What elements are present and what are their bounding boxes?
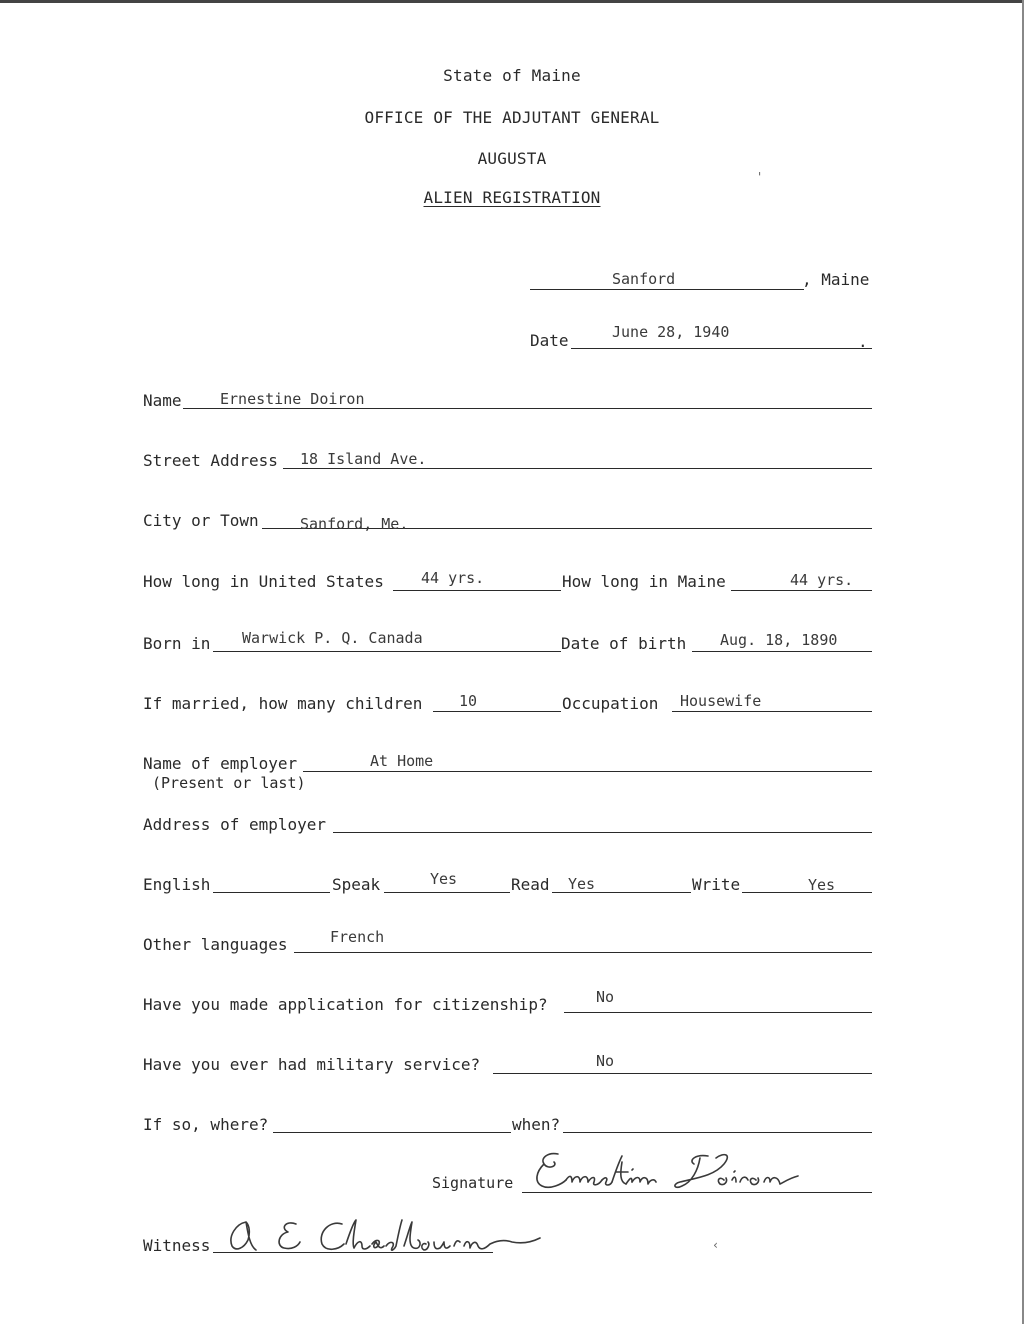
name-line [183,408,872,409]
other-languages-label: Other languages [143,935,288,954]
signature-handwriting [528,1146,828,1200]
write-value: Yes [808,876,836,894]
employer-line [303,771,872,772]
citizenship-label: Have you made application for citizenship? [143,995,548,1014]
children-value: 10 [459,692,478,710]
header-office: OFFICE OF THE ADJUTANT GENERAL [364,108,660,127]
other-languages-value: French [330,928,385,946]
employer-label: Name of employer [143,754,298,773]
street-line [283,468,872,469]
date-label: Date [530,331,569,350]
read-label: Read [511,875,550,894]
maine-years-value: 44 yrs. [790,571,854,589]
citizenship-value: No [596,988,615,1006]
employer-value: At Home [370,752,434,770]
speak-value: Yes [430,870,458,888]
english-line [213,892,330,893]
write-line [742,892,872,893]
employer-sublabel: (Present or last) [152,774,306,792]
birth-date-label: Date of birth [561,634,687,653]
read-value: Yes [568,875,596,893]
write-label: Write [692,875,741,894]
date-line [571,348,872,349]
us-years-label: How long in United States [143,572,384,591]
occupation-label: Occupation [562,694,659,713]
signature-label: Signature [432,1174,514,1192]
maine-years-label: How long in Maine [562,572,726,591]
born-in-label: Born in [143,634,211,653]
citizenship-line [564,1012,872,1013]
military-value: No [596,1052,615,1070]
occupation-value: Housewife [680,692,762,710]
when-line [563,1132,872,1133]
occupation-line [672,711,872,712]
street-label: Street Address [143,451,278,470]
stray-mark: ' [756,170,764,184]
header-state: State of Maine [443,66,581,85]
us-years-line [393,590,561,591]
state-suffix: , Maine [802,270,870,289]
speak-line [384,892,510,893]
city-value: Sanford, Me. [300,515,409,533]
employer-address-label: Address of employer [143,815,327,834]
form-title: ALIEN REGISTRATION [423,188,601,207]
header-city: AUGUSTA [477,149,547,168]
military-label: Have you ever had military service? [143,1055,481,1074]
born-in-line [213,651,561,652]
town-line [530,289,804,290]
date-value: June 28, 1940 [612,323,730,341]
birth-date-value: Aug. 18, 1890 [720,631,838,649]
children-line [433,711,561,712]
city-label: City or Town [143,511,259,530]
date-end: . [858,332,868,351]
street-value: 18 Island Ave. [300,450,427,468]
name-label: Name [143,391,182,410]
born-in-value: Warwick P. Q. Canada [242,629,423,647]
town-value: Sanford [612,270,676,288]
employer-address-line [333,832,872,833]
children-label: If married, how many children [143,694,423,713]
name-value: Ernestine Doiron [220,390,365,408]
where-line [273,1132,511,1133]
stray-mark-bottom: ‹ [712,1238,720,1252]
maine-years-line [731,590,872,591]
witness-handwriting [222,1212,562,1266]
speak-label: Speak [332,875,381,894]
scan-edge-top [0,0,1024,3]
witness-label: Witness [143,1236,211,1255]
birth-date-line [692,651,872,652]
military-line [493,1073,872,1074]
us-years-value: 44 yrs. [421,569,485,587]
where-label: If so, where? [143,1115,269,1134]
other-languages-line [294,952,872,953]
when-label: when? [512,1115,561,1134]
english-label: English [143,875,211,894]
